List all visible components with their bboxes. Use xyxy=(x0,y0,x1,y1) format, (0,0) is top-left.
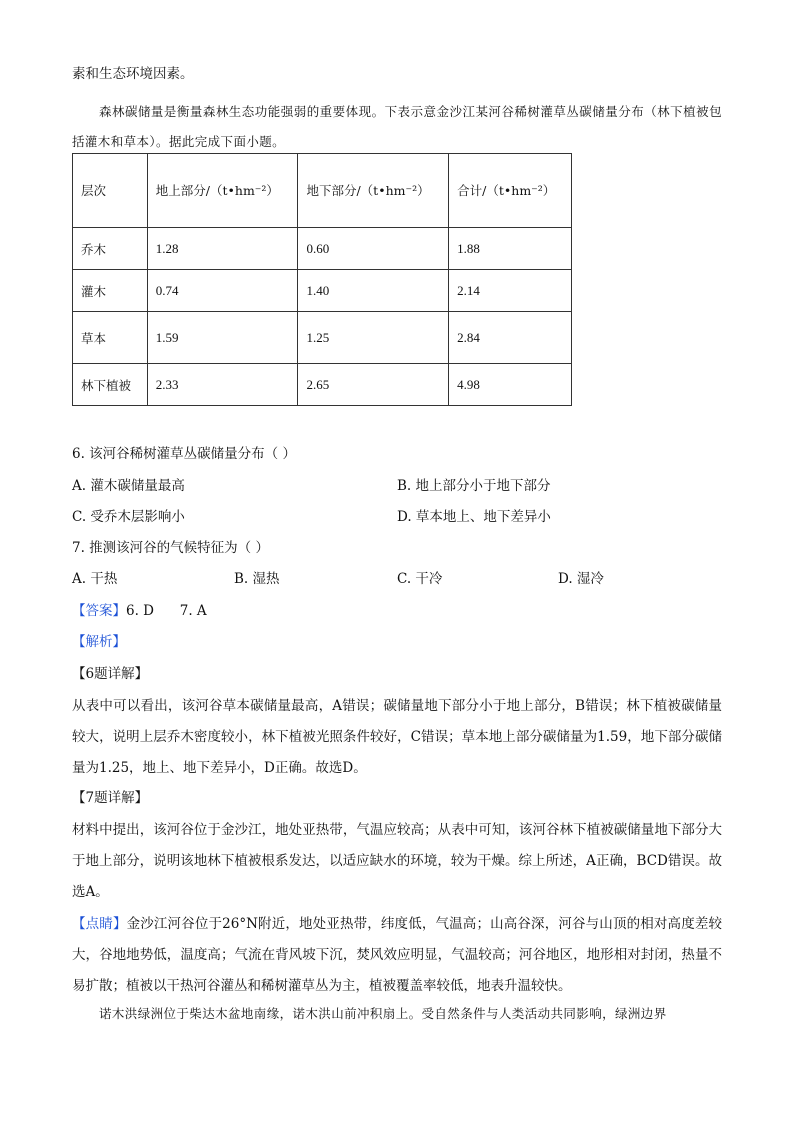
table-cell: 林下植被 xyxy=(73,364,148,406)
question-6-option-c: C. 受乔木层影响小 xyxy=(72,509,185,525)
tip-paragraph xyxy=(72,909,722,1002)
question-6-detail: 从表中可以看出，该河谷草本碳储量最高，A错误；碳储量地下部分小于地上部分，B错误；林下植被碳储量较大，说明上层乔木密度较小，林下植被光照条件较好，C错误；草本地上部分碳储量为1.59，地下部分碳储量为1.25，地上、地下差异小，D正确。故选D。 xyxy=(72,698,722,776)
answer-label: 【答案】 xyxy=(72,603,126,619)
question-6-option-d: D. 草本地上、地下差异小 xyxy=(397,509,551,525)
question-7-detail-label: 【7题详解】 xyxy=(72,790,149,806)
question-7-option-d: D. 湿冷 xyxy=(558,571,604,587)
table-cell: 1.88 xyxy=(449,228,572,270)
table-cell: 0.74 xyxy=(147,270,298,312)
question-7-stem: 7. 推测该河谷的气候特征为（ ） xyxy=(72,540,269,556)
table-header-cell: 地上部分/（t•hm⁻²） xyxy=(147,154,298,228)
question-7-option-b: B. 湿热 xyxy=(234,571,280,587)
question-6-option-b: B. 地上部分小于地下部分 xyxy=(397,478,551,494)
table-row xyxy=(73,312,572,364)
table-header-cell: 地下部分/（t•hm⁻²） xyxy=(298,154,449,228)
table-header-cell: 层次 xyxy=(73,154,148,228)
table-cell: 2.14 xyxy=(449,270,572,312)
table-row xyxy=(73,364,572,406)
tip-text: 金沙江河谷位于26°N附近，地处亚热带，纬度低，气温高；山高谷深，河谷与山顶的相对高度差较大，谷地地势低，温度高；气流在背风坡下沉，焚风效应明显，气温较高；河谷地区，地形相对封闭，热量不易扩散；植被以干热河谷灌丛和稀树灌草丛为主，植被覆盖率较低，地表升温较快。 xyxy=(72,916,722,994)
answer-text: 6. D 7. A xyxy=(126,603,207,619)
bottom-fragment: 诺木洪绿洲位于柴达木盆地南缘，诺木洪山前冲积扇上。受自然条件与人类活动共同影响，绿洲边界 xyxy=(99,1006,667,1021)
table-header-row xyxy=(73,154,572,228)
question-6-option-a: A. 灌木碳储量最高 xyxy=(72,478,185,494)
carbon-storage-table xyxy=(72,153,572,406)
table-cell: 1.59 xyxy=(147,312,298,364)
table-cell: 0.60 xyxy=(298,228,449,270)
table-cell: 乔木 xyxy=(73,228,148,270)
table-cell: 1.40 xyxy=(298,270,449,312)
question-7-option-a: A. 干热 xyxy=(72,571,118,587)
table-cell: 1.28 xyxy=(147,228,298,270)
table-cell: 灌木 xyxy=(73,270,148,312)
tip-label: 【点睛】 xyxy=(72,916,127,932)
table-cell: 2.33 xyxy=(147,364,298,406)
table-cell: 4.98 xyxy=(449,364,572,406)
table-cell: 2.84 xyxy=(449,312,572,364)
table-cell: 1.25 xyxy=(298,312,449,364)
question-6-stem: 6. 该河谷稀树灌草丛碳储量分布（ ） xyxy=(72,446,296,462)
question-7-detail: 材料中提出，该河谷位于金沙江，地处亚热带，气温应较高；从表中可知，该河谷林下植被碳储量地下部分大于地上部分，说明该地林下植被根系发达，以适应缺水的环境，较为干燥。综上所述，A正确，BCD错误。故选A。 xyxy=(72,822,722,900)
top-fragment: 素和生态环境因素。 xyxy=(72,66,194,82)
table-row xyxy=(73,228,572,270)
answer-line xyxy=(72,601,722,621)
table-cell: 草本 xyxy=(73,312,148,364)
analysis-label: 【解析】 xyxy=(72,634,126,650)
table-cell: 2.65 xyxy=(298,364,449,406)
question-7-option-c: C. 干冷 xyxy=(397,571,443,587)
table-header-cell: 合计/（t•hm⁻²） xyxy=(449,154,572,228)
table-row xyxy=(73,270,572,312)
intro-paragraph: 森林碳储量是衡量森林生态功能强弱的重要体现。下表示意金沙江某河谷稀树灌草丛碳储量分布（林下植被包括灌木和草本）。据此完成下面小题。 xyxy=(72,104,722,149)
question-6-detail-label: 【6题详解】 xyxy=(72,666,149,682)
